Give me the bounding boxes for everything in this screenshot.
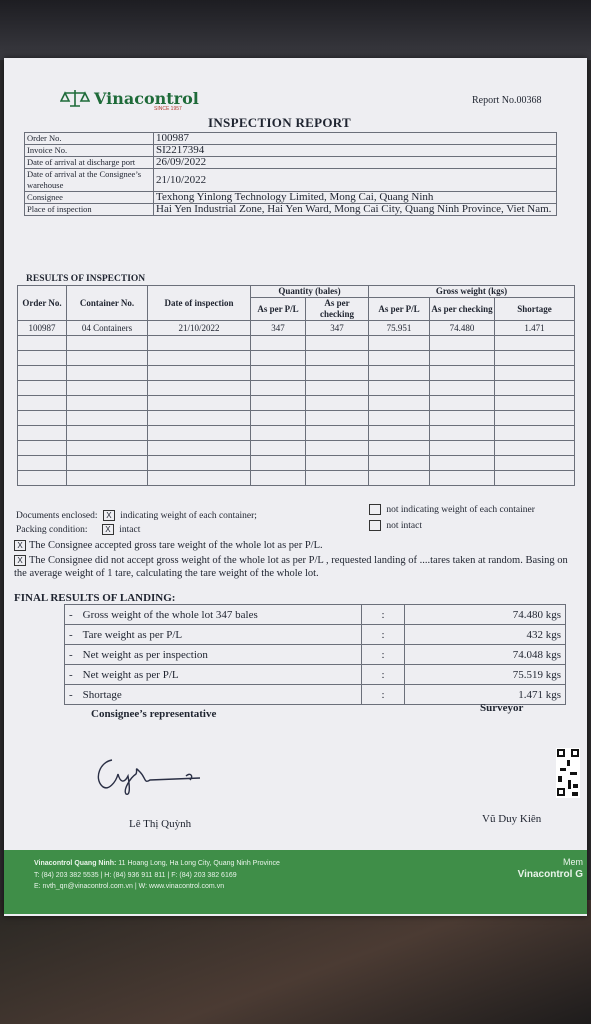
- table-row: [18, 471, 575, 486]
- table-cell: [148, 396, 251, 411]
- info-value: 100987: [154, 133, 557, 145]
- packing-label: Packing condition:: [16, 525, 88, 535]
- table-cell: [430, 456, 495, 471]
- table-cell: [18, 441, 67, 456]
- table-cell: [251, 336, 306, 351]
- final-result-row: [65, 625, 566, 645]
- not-accepted-text: The Consignee did not accept gross weight of the whole lot as per P/L , requested landing of ....tares taken at random. Basing on the average weight of 1 tare, calculating the tare weight of the whole lot.: [14, 555, 568, 579]
- table-cell: [306, 351, 369, 366]
- table-cell: 74.480: [430, 321, 495, 336]
- table-cell: [369, 366, 430, 381]
- final-results-body: [65, 605, 566, 705]
- table-row: [18, 351, 575, 366]
- final-result-value: 74.480 kgs: [405, 605, 566, 625]
- table-cell: 04 Containers: [67, 321, 148, 336]
- header-gross-weight: Gross weight (kgs): [369, 286, 575, 298]
- table-cell: [18, 471, 67, 486]
- table-cell: [306, 366, 369, 381]
- table-cell: [369, 471, 430, 486]
- shipment-info-table: [24, 132, 557, 216]
- table-cell: [251, 396, 306, 411]
- qr-code-icon: [556, 748, 580, 798]
- table-cell: [495, 456, 575, 471]
- final-result-value: 432 kgs: [405, 625, 566, 645]
- table-cell: [495, 411, 575, 426]
- info-row: [25, 204, 557, 216]
- table-cell: [430, 426, 495, 441]
- footer-bar: [4, 850, 587, 914]
- footer-company: Vinacontrol Quang Ninh:: [34, 860, 117, 867]
- table-cell: [67, 366, 148, 381]
- brand-name: Vinacontrol: [94, 88, 199, 108]
- info-label: Invoice No.: [25, 145, 154, 157]
- table-cell: 347: [306, 321, 369, 336]
- packing-condition-line: [16, 524, 140, 537]
- final-result-label: Net weight as per inspection: [82, 648, 208, 661]
- final-result-row: [65, 645, 566, 665]
- footer-phones: T: (84) 203 382 5535 | H: (84) 936 911 811 | F: (84) 203 382 6169: [34, 872, 237, 879]
- table-row: [18, 441, 575, 456]
- not-accepted-checkbox[interactable]: X: [14, 555, 26, 566]
- final-result-colon: :: [362, 665, 405, 685]
- table-cell: [306, 411, 369, 426]
- table-cell: [148, 381, 251, 396]
- table-cell: [369, 411, 430, 426]
- report-number: Report No.00368: [472, 95, 542, 106]
- header-date: Date of inspection: [148, 286, 251, 321]
- final-result-label-cell: [65, 665, 362, 685]
- table-cell: [306, 381, 369, 396]
- final-result-colon: :: [362, 685, 405, 705]
- table-cell: [18, 366, 67, 381]
- accepted-checkbox[interactable]: X: [14, 540, 26, 551]
- table-cell: [148, 411, 251, 426]
- table-cell: [430, 336, 495, 351]
- header-order-no: Order No.: [18, 286, 67, 321]
- table-cell: [18, 381, 67, 396]
- final-result-colon: :: [362, 605, 405, 625]
- results-section-title: RESULTS OF INSPECTION: [26, 274, 146, 284]
- accepted-line: [14, 539, 323, 552]
- packing-checkbox-checked[interactable]: X: [102, 524, 114, 535]
- final-result-label-cell: [65, 645, 362, 665]
- table-cell: 100987: [18, 321, 67, 336]
- table-cell: [495, 471, 575, 486]
- table-row: [18, 411, 575, 426]
- table-cell: [67, 411, 148, 426]
- footer-address: 11 Hoang Long, Ha Long City, Quang Ninh Province: [118, 860, 280, 867]
- info-label: Place of inspection: [25, 204, 154, 216]
- consignee-rep-label: Consignee’s representative: [91, 708, 217, 720]
- table-cell: [430, 366, 495, 381]
- info-value: 26/09/2022: [154, 157, 557, 169]
- info-label: Consignee: [25, 192, 154, 204]
- final-result-dash: -: [69, 648, 73, 661]
- final-result-label-cell: [65, 605, 362, 625]
- header-qty-as-per-checking: As per checking: [306, 298, 369, 321]
- table-cell: [251, 426, 306, 441]
- table-cell: [18, 336, 67, 351]
- final-result-label-cell: [65, 625, 362, 645]
- table-cell: [369, 381, 430, 396]
- table-cell: [251, 441, 306, 456]
- table-cell: [369, 441, 430, 456]
- table-cell: [495, 381, 575, 396]
- info-row: [25, 192, 557, 204]
- info-label: Date of arrival at discharge port: [25, 157, 154, 169]
- table-cell: [495, 441, 575, 456]
- final-result-value: 1.471 kgs: [405, 685, 566, 705]
- final-result-colon: :: [362, 645, 405, 665]
- not-accepted-line: [14, 554, 574, 580]
- final-result-dash: -: [69, 668, 73, 681]
- report-title: INSPECTION REPORT: [208, 115, 351, 130]
- table-cell: [306, 471, 369, 486]
- documents-checked-text: indicating weight of each container;: [120, 511, 257, 521]
- results-header-row: [18, 286, 575, 298]
- final-result-dash: -: [69, 608, 73, 621]
- table-cell: [306, 396, 369, 411]
- scale-logo-icon: [60, 88, 90, 108]
- documents-unchecked-text: not indicating weight of each container: [386, 505, 535, 515]
- vinacontrol-logo: [60, 88, 199, 108]
- results-table: [17, 285, 575, 486]
- packing-checkbox-unchecked[interactable]: [369, 520, 381, 531]
- table-cell: [251, 366, 306, 381]
- table-cell: [306, 426, 369, 441]
- table-cell: [251, 351, 306, 366]
- final-result-row: [65, 605, 566, 625]
- table-cell: [369, 351, 430, 366]
- info-row: [25, 157, 557, 169]
- table-cell: [148, 366, 251, 381]
- header-quantity: Quantity (bales): [251, 286, 369, 298]
- footer-group-text: Vinacontrol G: [517, 869, 583, 880]
- final-result-dash: -: [69, 688, 73, 701]
- table-cell: [67, 456, 148, 471]
- info-label: Order No.: [25, 133, 154, 145]
- background-bottom: [0, 900, 591, 1024]
- header-gross-as-per-pl: As per P/L: [369, 298, 430, 321]
- packing-checked-text: intact: [119, 525, 141, 535]
- documents-label: Documents enclosed:: [16, 511, 98, 521]
- table-cell: [67, 426, 148, 441]
- header-qty-as-per-pl: As per P/L: [251, 298, 306, 321]
- table-cell: [495, 396, 575, 411]
- results-body: [18, 321, 575, 486]
- table-cell: [369, 336, 430, 351]
- info-row: [25, 133, 557, 145]
- footer-member-text: Mem: [563, 857, 583, 867]
- table-cell: [148, 471, 251, 486]
- table-cell: [495, 336, 575, 351]
- table-cell: [251, 381, 306, 396]
- header-gross-as-per-checking: As per checking: [430, 298, 495, 321]
- header-shortage: Shortage: [495, 298, 575, 321]
- final-result-label: Tare weight as per P/L: [82, 628, 183, 641]
- table-cell: [430, 441, 495, 456]
- footer-web: E: nvth_qn@vinacontrol.com.vn | W: www.vinacontrol.com.vn: [34, 883, 225, 890]
- report-sheet: [4, 58, 587, 916]
- table-cell: [18, 351, 67, 366]
- table-cell: [251, 456, 306, 471]
- table-cell: [148, 336, 251, 351]
- table-cell: [18, 426, 67, 441]
- surveyor-label: Surveyor: [480, 702, 524, 714]
- table-cell: [148, 441, 251, 456]
- info-label: Date of arrival at the Consignee’s warehouse: [25, 169, 154, 192]
- header-container-no: Container No.: [67, 286, 148, 321]
- table-cell: [306, 441, 369, 456]
- final-result-row: [65, 665, 566, 685]
- table-row: [18, 426, 575, 441]
- table-cell: [306, 336, 369, 351]
- table-cell: [148, 351, 251, 366]
- final-result-label: Gross weight of the whole lot 347 bales: [82, 608, 258, 621]
- info-value: Texhong Yinlong Technology Limited, Mong Cai, Quang Ninh: [154, 192, 557, 204]
- table-cell: 1.471: [495, 321, 575, 336]
- table-cell: 347: [251, 321, 306, 336]
- table-row: [18, 396, 575, 411]
- table-row: [18, 336, 575, 351]
- info-value: SI2217394: [154, 145, 557, 157]
- documents-checkbox-checked[interactable]: X: [103, 510, 115, 521]
- table-row: [18, 456, 575, 471]
- table-cell: [18, 396, 67, 411]
- final-result-dash: -: [69, 628, 73, 641]
- final-result-label-cell: [65, 685, 362, 705]
- table-cell: [495, 351, 575, 366]
- packing-alt-line: [366, 520, 422, 533]
- info-row: [25, 169, 557, 192]
- table-cell: [67, 336, 148, 351]
- footer-address-line: [34, 860, 280, 867]
- table-cell: [67, 396, 148, 411]
- documents-alt-line: [366, 504, 535, 517]
- table-cell: 21/10/2022: [148, 321, 251, 336]
- documents-checkbox-unchecked[interactable]: [369, 504, 381, 515]
- packing-unchecked-text: not intact: [386, 521, 422, 531]
- surveyor-name: Vũ Duy Kiên: [482, 813, 542, 825]
- accepted-text: The Consignee accepted gross tare weight of the whole lot as per P/L.: [29, 540, 323, 551]
- table-cell: [18, 411, 67, 426]
- table-row: [18, 366, 575, 381]
- final-results-table: [64, 604, 566, 705]
- table-cell: [430, 381, 495, 396]
- table-cell: [67, 471, 148, 486]
- table-cell: [369, 456, 430, 471]
- table-cell: [251, 471, 306, 486]
- final-result-label: Shortage: [82, 688, 122, 701]
- info-value: 21/10/2022: [154, 169, 557, 192]
- table-cell: [369, 426, 430, 441]
- info-value: Hai Yen Industrial Zone, Hai Yen Ward, Mong Cai City, Quang Ninh Province, Viet Nam.: [154, 204, 557, 216]
- table-cell: [495, 426, 575, 441]
- table-cell: [430, 471, 495, 486]
- consignee-signature: [90, 748, 220, 798]
- background-top: [0, 0, 591, 60]
- table-cell: [306, 456, 369, 471]
- table-cell: [148, 456, 251, 471]
- table-cell: [67, 381, 148, 396]
- brand-since: SINCE 1957: [154, 106, 182, 112]
- table-cell: 75.951: [369, 321, 430, 336]
- final-result-value: 74.048 kgs: [405, 645, 566, 665]
- table-cell: [18, 456, 67, 471]
- table-row: [18, 321, 575, 336]
- table-row: [18, 381, 575, 396]
- final-results-title: FINAL RESULTS OF LANDING:: [14, 592, 176, 604]
- table-cell: [495, 366, 575, 381]
- documents-enclosed-line: [16, 510, 257, 523]
- table-cell: [430, 396, 495, 411]
- table-cell: [251, 411, 306, 426]
- table-cell: [148, 426, 251, 441]
- table-cell: [430, 351, 495, 366]
- table-cell: [67, 441, 148, 456]
- info-row: [25, 145, 557, 157]
- final-result-label: Net weight as per P/L: [82, 668, 179, 681]
- final-result-colon: :: [362, 625, 405, 645]
- final-result-value: 75.519 kgs: [405, 665, 566, 685]
- consignee-rep-name: Lê Thị Quỳnh: [129, 818, 192, 830]
- table-cell: [430, 411, 495, 426]
- table-cell: [369, 396, 430, 411]
- table-cell: [67, 351, 148, 366]
